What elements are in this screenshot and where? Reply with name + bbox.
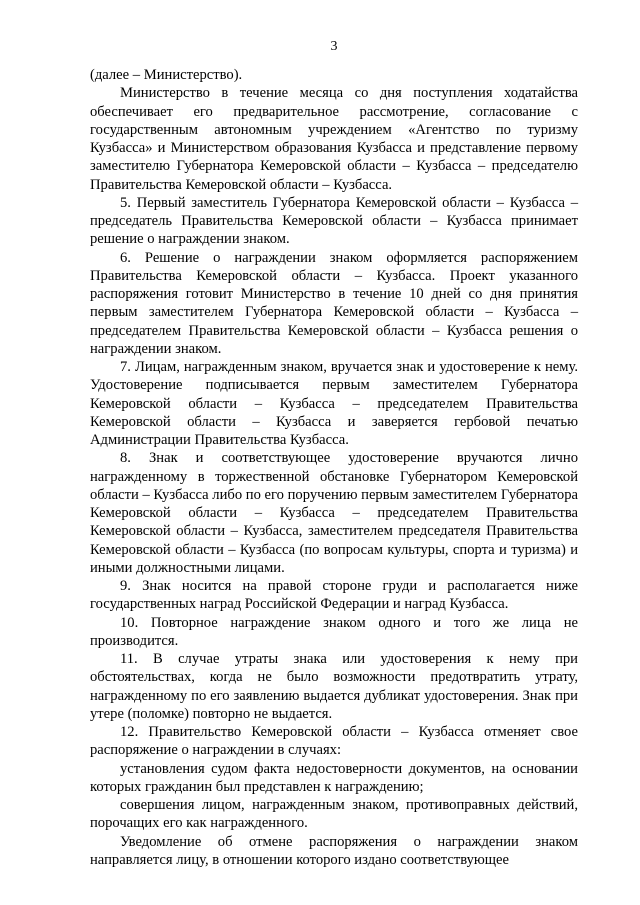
paragraph-item-6: 6. Решение о награждении знаком оформляется распоряжением Правительства Кемеровской области – Кузбасса. Проект указанного распоряжения готовит Министерство в течение 10 дней со дня принятия первым заместителем Губернатора Кемеровской области – Кузбасса – председателем Правительства Кемеровской области – Кузбасса решения о награждении знаком. (90, 249, 578, 357)
paragraph-continuation: (далее – Министерство). (90, 67, 243, 83)
paragraph-item-8: 8. Знак и соответствующее удостоверение вручаются лично награжденному в торжественной обстановке Губернатором Кемеровской области – Кузбасса либо по его поручению первым заместителем Губернатора Кемеровской области – Кузбасса – председателем Правительства Кемеровской области – Кузбасса, заместителем председателя Правительства Кемеровской области – Кузбасса (по вопросам культуры, спорта и туризма) и иными должностными лицами. (90, 450, 578, 576)
paragraph-item-5: 5. Первый заместитель Губернатора Кемеровской области – Кузбасса – председатель Правительства Кемеровской области – Кузбасса принимает решение о награждении знаком. (90, 194, 578, 248)
paragraph-item-10: 10. Повторное награждение знаком одного и того же лица не производится. (90, 614, 578, 649)
document-page (90, 38, 578, 869)
paragraph-item-12: 12. Правительство Кемеровской области – Кузбасса отменяет свое распоряжение о награждении в случаях: (90, 724, 578, 759)
paragraph-ministry-review: Министерство в течение месяца со дня поступления ходатайства обеспечивает его предварительное рассмотрение, согласование с государственным автономным учреждением «Агентство по туризму Кузбасса» и Министерством образования Кузбасса и представление первому заместителю Губернатора Кемеровской области – Кузбасса – председателю Правительства Кемеровской области – Кузбасса. (90, 85, 578, 193)
paragraph-notification: Уведомление об отмене распоряжения о награждении знаком направляется лицу, в отношении которого издано соответствующее (90, 833, 578, 868)
paragraph-item-9: 9. Знак носится на правой стороне груди и располагается ниже государственных наград Российской Федерации и наград Кузбасса. (90, 578, 578, 613)
paragraph-case-documents: установления судом факта недостоверности документов, на основании которых гражданин был представлен к награждению; (90, 760, 578, 795)
paragraph-case-unlawful: совершения лицом, награжденным знаком, противоправных действий, порочащих его как награжденного. (90, 797, 578, 832)
paragraph-item-11: 11. В случае утраты знака или удостоверения к нему при обстоятельствах, когда не было возможности предотвратить утрату, награжденному по его заявлению выдается дубликат удостоверения. Знак при утере (поломке) повторно не выдается. (90, 651, 578, 722)
paragraph-item-7: 7. Лицам, награжденным знаком, вручается знак и удостоверение к нему. Удостоверение подписывается первым заместителем Губернатора Кемеровской области – Кузбасса – председателем Правительства Кемеровской области – Кузбасса и заверяется гербовой печатью Администрации Правительства Кузбасса. (90, 359, 578, 448)
document-body (90, 66, 578, 869)
page-number: 3 (330, 39, 338, 54)
